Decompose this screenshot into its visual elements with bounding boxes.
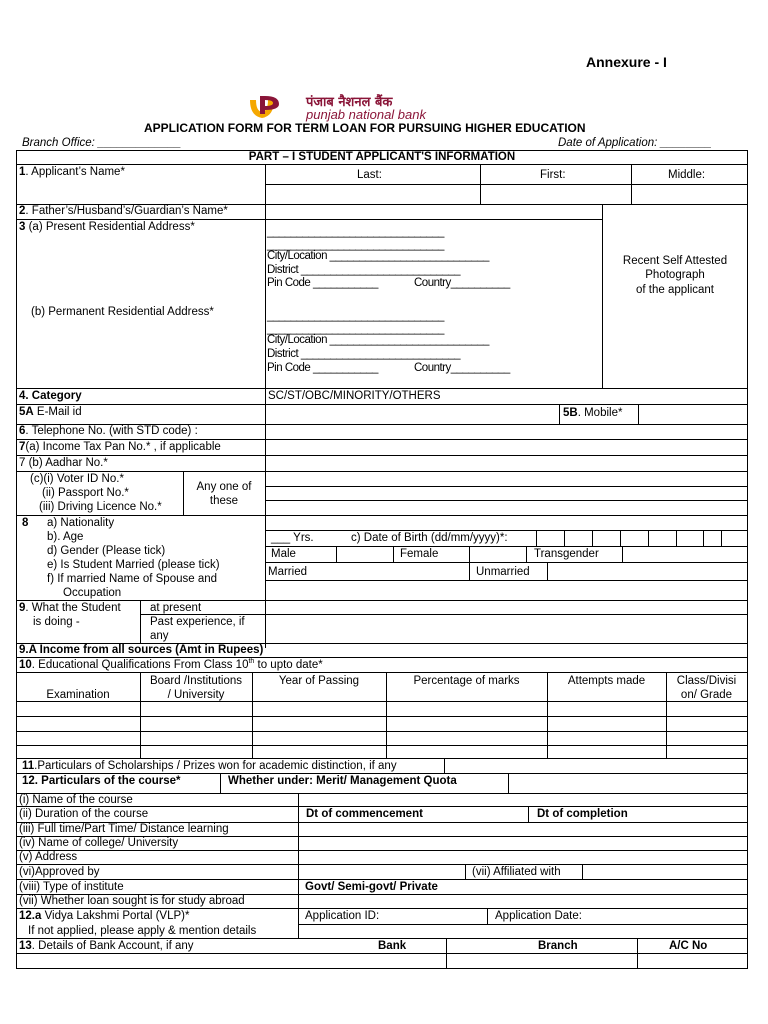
q8-number: 8 bbox=[22, 517, 29, 529]
q10-header-year: Year of Passing bbox=[278, 675, 360, 687]
q7b-aadhar-label: 7 (b) Aadhar No.* bbox=[19, 457, 108, 469]
q12a-note: If not applied, please apply & mention details bbox=[28, 925, 257, 937]
q8f-spouse-field[interactable] bbox=[266, 581, 746, 599]
q3b-address-line-1[interactable]: ______________________________ bbox=[267, 310, 444, 322]
q1-first-name-field[interactable] bbox=[481, 185, 630, 203]
q7c-passport-label: (ii) Passport No.* bbox=[42, 487, 129, 499]
q6-telephone-field[interactable] bbox=[266, 425, 746, 438]
q1-applicant-name-label: 1. Applicant’s Name* bbox=[19, 166, 125, 178]
q2-guardian-name-field[interactable] bbox=[266, 205, 601, 218]
q13-bank-account-label: 13. Details of Bank Account, if any bbox=[19, 940, 194, 952]
q8d-female-tickbox[interactable] bbox=[470, 547, 525, 561]
q7c-any-one-line1: Any one of bbox=[196, 481, 252, 493]
q1-last-name-field[interactable] bbox=[266, 185, 479, 203]
q3b-city-field[interactable]: City/Location ___________________________ bbox=[267, 334, 489, 346]
q12-merit-quota-label: Whether under: Merit/ Management Quota bbox=[228, 775, 457, 787]
q7c-licence-field[interactable] bbox=[266, 501, 746, 514]
photo-label-line1: Recent Self Attested bbox=[622, 255, 728, 267]
q10-header-examination: Examination bbox=[46, 689, 110, 701]
logo-hindi-text: पंजाब नैशनल बैंक bbox=[306, 95, 393, 110]
q12-address-field[interactable] bbox=[299, 851, 747, 863]
q8d-transgender-tickbox[interactable] bbox=[623, 547, 746, 561]
q8a-nationality-label: a) Nationality bbox=[47, 517, 115, 529]
logo-english-text: punjab national bank bbox=[306, 107, 426, 122]
q12-quota-field[interactable] bbox=[509, 774, 747, 792]
q9-label-1: 9. What the Student bbox=[19, 602, 121, 614]
q1-middle-name-field[interactable] bbox=[632, 185, 746, 203]
q8e-unmarried-option[interactable]: Unmarried bbox=[476, 566, 530, 578]
q9-at-present-field[interactable] bbox=[266, 601, 746, 613]
q12a-details-field[interactable] bbox=[299, 925, 747, 937]
q3a-address-line-2[interactable]: ______________________________ bbox=[267, 239, 444, 251]
q3a-address-line-1[interactable]: ______________________________ bbox=[267, 226, 444, 238]
q12-completion-label: Dt of completion bbox=[537, 808, 628, 820]
q12-fulltime-field[interactable] bbox=[299, 823, 747, 835]
q3b-pin-field[interactable]: Pin Code ___________ bbox=[267, 362, 378, 374]
q10-header-class-2: on/ Grade bbox=[680, 689, 733, 701]
q3b-district-field[interactable]: District ___________________________ bbox=[267, 348, 461, 360]
q12-name-field[interactable] bbox=[299, 794, 747, 805]
q10-education-rows[interactable] bbox=[17, 702, 747, 758]
q4-category-label: 4. Category bbox=[19, 390, 82, 402]
q9a-income-label: 9.A Income from all sources (Amt in Rupees) bbox=[19, 644, 264, 656]
q8d-transgender-option[interactable]: Transgender bbox=[534, 548, 599, 560]
q11-scholarships-field[interactable] bbox=[445, 759, 747, 772]
pnb-logo bbox=[248, 96, 520, 122]
q10-education-label: 10. Educational Qualifications From Class 10th to upto date* bbox=[19, 658, 323, 671]
q1-last-label: Last: bbox=[357, 169, 382, 181]
photo-label-line2: Photograph bbox=[645, 269, 705, 281]
q12-abroad-field[interactable] bbox=[299, 895, 747, 907]
q3a-city-field[interactable]: City/Location ___________________________ bbox=[267, 250, 489, 262]
q8d-male-option[interactable]: Male bbox=[271, 548, 296, 560]
q4-category-options[interactable]: SC/ST/OBC/MINORITY/OTHERS bbox=[268, 390, 441, 402]
pnb-logo-icon bbox=[248, 96, 282, 122]
q8d-male-tickbox[interactable] bbox=[337, 547, 392, 561]
q5a-email-label: 5A E-Mail id bbox=[19, 406, 82, 418]
q12-fulltime-label: (iii) Full time/Part Time/ Distance learning bbox=[19, 823, 229, 835]
q8b-age-field[interactable]: ___ Yrs. bbox=[271, 532, 314, 544]
form-title: APPLICATION FORM FOR TERM LOAN FOR PURSUING HIGHER EDUCATION bbox=[144, 121, 586, 135]
q3a-pin-field[interactable]: Pin Code ___________ bbox=[267, 277, 378, 289]
q13-ac-header: A/C No bbox=[669, 940, 708, 952]
q12-college-label: (iv) Name of college/ University bbox=[19, 837, 179, 849]
q12-commencement-label: Dt of commencement bbox=[306, 808, 423, 820]
q7a-pan-field[interactable] bbox=[266, 440, 746, 454]
q13-bank-header: Bank bbox=[378, 940, 407, 952]
q3a-present-address-label: 3 (a) Present Residential Address* bbox=[19, 221, 195, 233]
q10-header-percentage: Percentage of marks bbox=[413, 675, 520, 687]
q8f-spouse-label-2: Occupation bbox=[63, 587, 122, 599]
q1-first-label: First: bbox=[540, 169, 566, 181]
date-of-application-field[interactable]: Date of Application: ________ bbox=[558, 137, 712, 149]
q10-header-class-1: Class/Divisi bbox=[676, 675, 737, 687]
q8f-spouse-label-1: f) If married Name of Spouse and bbox=[47, 573, 218, 585]
q12-approved-field[interactable] bbox=[299, 865, 464, 878]
q13-bank-account-row[interactable] bbox=[17, 954, 747, 967]
q12-type-label: (viii) Type of institute bbox=[19, 881, 124, 893]
annexure-label: Annexure - I bbox=[586, 54, 667, 70]
q12a-application-date-label[interactable]: Application Date: bbox=[495, 910, 582, 922]
q11-scholarships-label: 11.Particulars of Scholarships / Prizes won for academic distinction, if any bbox=[22, 760, 397, 772]
q10-header-attempts: Attempts made bbox=[567, 675, 646, 687]
q9-at-present-label: at present bbox=[150, 602, 202, 614]
q8e-married-label: e) Is Student Married (please tick) bbox=[47, 559, 220, 571]
q12-college-field[interactable] bbox=[299, 837, 747, 849]
q10-header-board-1: Board /Institutions bbox=[149, 675, 243, 687]
q8c-dob-label: c) Date of Birth (dd/mm/yyyy)*: bbox=[351, 532, 508, 544]
photo-box[interactable] bbox=[603, 220, 747, 387]
q5b-mobile-field[interactable] bbox=[639, 405, 746, 423]
q5b-mobile-label: 5B. Mobile* bbox=[563, 407, 623, 419]
q9a-income-field[interactable] bbox=[266, 644, 746, 656]
q9-past-experience-field[interactable] bbox=[266, 615, 746, 642]
q7c-voter-field[interactable] bbox=[266, 472, 746, 485]
q12-affiliated-label: (vii) Affiliated with bbox=[472, 866, 561, 878]
photo-label-line3: of the applicant bbox=[635, 284, 714, 296]
q12-affiliated-field[interactable] bbox=[583, 865, 747, 878]
q12-course-label: 12. Particulars of the course* bbox=[22, 775, 181, 787]
q3b-address-line-2[interactable]: ______________________________ bbox=[267, 323, 444, 335]
q9-past-experience-label-2: any bbox=[150, 630, 169, 642]
q3a-country-field[interactable]: Country__________ bbox=[414, 277, 510, 289]
q12a-vlp-label: 12.a Vidya Lakshmi Portal (VLP)* bbox=[19, 910, 190, 922]
q9-label-2: is doing - bbox=[33, 616, 80, 628]
q8d-female-option[interactable]: Female bbox=[400, 548, 439, 560]
q3b-country-field[interactable]: Country__________ bbox=[414, 362, 510, 374]
q3a-district-field[interactable]: District ___________________________ bbox=[267, 264, 461, 276]
q10-header-board-2: / University bbox=[167, 689, 225, 701]
q7b-aadhar-field[interactable] bbox=[266, 456, 746, 470]
q12-duration-label: (ii) Duration of the course bbox=[19, 808, 149, 820]
q1-middle-label: Middle: bbox=[668, 169, 706, 181]
q8c-dob-boxes[interactable] bbox=[537, 531, 746, 545]
q3b-permanent-address-label: (b) Permanent Residential Address* bbox=[31, 306, 214, 318]
q12-type-options[interactable]: Govt/ Semi-govt/ Private bbox=[305, 881, 438, 893]
q7c-passport-field[interactable] bbox=[266, 487, 746, 499]
q12-approved-label: (vi)Approved by bbox=[19, 866, 100, 878]
q5a-email-field[interactable] bbox=[266, 405, 558, 423]
q7c-any-one-line2: these bbox=[209, 495, 239, 507]
q9-past-experience-label-1: Past experience, if bbox=[150, 616, 245, 628]
q8d-gender-label: d) Gender (Please tick) bbox=[47, 545, 166, 557]
branch-office-field[interactable]: Branch Office: _____________ bbox=[22, 137, 182, 149]
q13-branch-header: Branch bbox=[538, 940, 578, 952]
q8e-married-option[interactable]: Married bbox=[268, 566, 307, 578]
q7c-voter-label: (c)(i) Voter ID No.* bbox=[30, 473, 124, 485]
q7a-pan-label: 7(a) Income Tax Pan No.* , if applicable bbox=[19, 441, 221, 453]
q12-name-label: (i) Name of the course bbox=[19, 794, 133, 806]
q12a-application-id-label[interactable]: Application ID: bbox=[305, 910, 380, 922]
q2-guardian-name-label: 2. Father’s/Husband’s/Guardian’s Name* bbox=[19, 205, 228, 217]
part1-title: PART – I STUDENT APPLICANT'S INFORMATION bbox=[248, 151, 516, 163]
q6-telephone-label: 6. Telephone No. (with STD code) : bbox=[19, 425, 198, 437]
q12-address-label: (v) Address bbox=[19, 851, 78, 863]
q8b-age-label: b). Age bbox=[47, 531, 84, 543]
q8a-nationality-field[interactable] bbox=[266, 516, 746, 529]
q7c-licence-label: (iii) Driving Licence No.* bbox=[39, 501, 162, 513]
q12-abroad-label: (vii) Whether loan sought is for study abroad bbox=[19, 895, 245, 907]
